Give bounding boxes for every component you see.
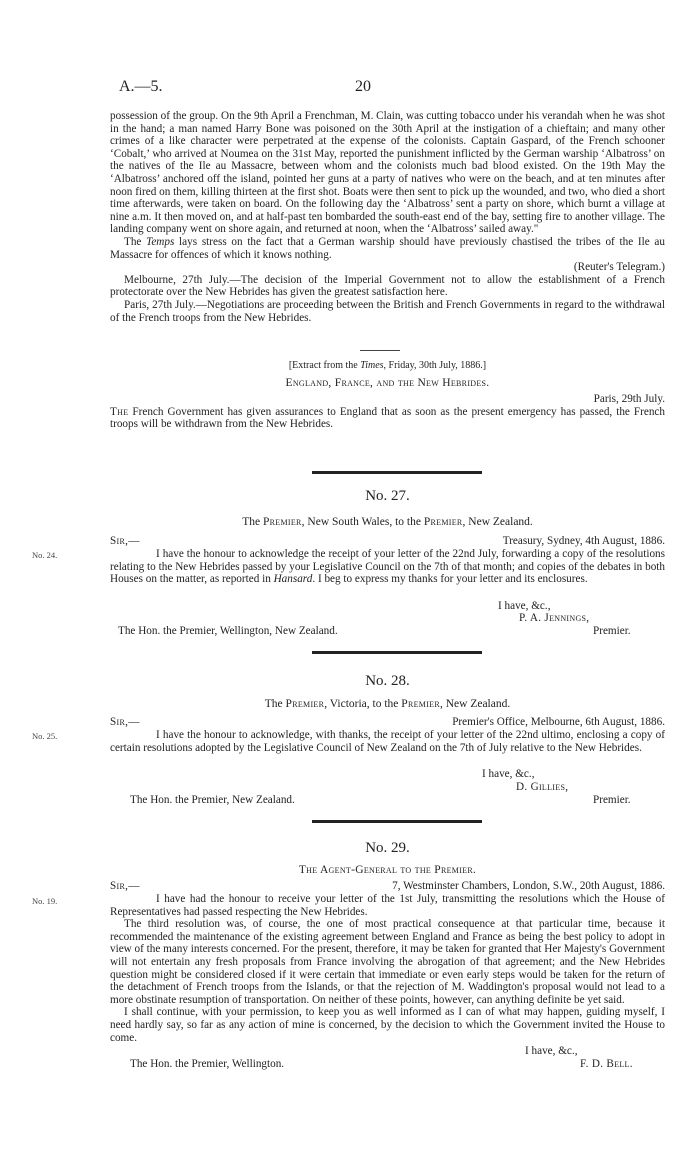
letter-address: 7, Westminster Chambers, London, S.W., 20th August, 1886. <box>392 880 665 892</box>
salutation: Sir,— <box>110 880 140 892</box>
page-number: 20 <box>355 78 371 95</box>
heading-sender: Premier <box>262 516 302 528</box>
extract-lead: The <box>110 405 129 418</box>
heading-part: , New South Wales, to the <box>301 516 424 528</box>
extract-heading: England, France, and the New Hebrides. <box>285 377 490 389</box>
extract-source <box>110 360 665 371</box>
extract-section <box>110 393 665 431</box>
series-label: A.—5. <box>119 78 163 95</box>
letter-body <box>110 548 665 586</box>
extract-place: Paris, 29th July. <box>593 393 665 405</box>
letter-address: Premier's Office, Melbourne, 6th August, 1886. <box>452 716 665 728</box>
divider <box>360 350 400 351</box>
p2-prefix: The <box>124 235 147 248</box>
heading-recipient: Premier <box>401 698 440 710</box>
extract-prefix: [Extract from the <box>288 360 361 371</box>
letter-number: No. 29. <box>365 840 410 856</box>
heading-part: The <box>242 516 263 528</box>
extract-text: French Government has given assurances to England that as soon as the present emergency has passed, the French troops will be withdrawn from the New Hebrides. <box>110 405 665 431</box>
letter-paragraph: The third resolution was, of course, the one of most practical consequence at that particular time, because it recommended the maintenance of the existing agreement between England and France as being the best policy to adopt in view of the many interests concerned. For the present, therefore, it may be taken for granted that Her Majesty's Government will not entertain any fresh proposals from France involving the abrogation of that agreement; and the New Hebrides question might be considered closed if it were certain that immediate or even early steps would be taken for the return of the detachment of French troops from the Islands, or that the rejection of M. Waddington's proposal would not lead to a more obstinate resumption of transportation. On neither of these points, however, can anything definite be yet said. <box>110 918 665 1006</box>
letter-closing: I have, &c., <box>525 1045 578 1057</box>
paragraph-3: Melbourne, 27th July.—The decision of the Imperial Government not to allow the establishment of a French protectorate over the New Hebrides has given the greatest satisfaction here. <box>110 273 665 299</box>
letter-recipient: The Hon. the Premier, Wellington. <box>130 1058 285 1070</box>
paragraph-2 <box>110 236 665 261</box>
letter-heading: The Agent-General to the Premier. <box>298 864 477 876</box>
margin-reference: No. 19. <box>32 896 58 906</box>
heading-part: , New Zealand. <box>462 516 533 528</box>
temps-italic: Temps <box>146 235 175 248</box>
letter-number: No. 27. <box>365 488 410 504</box>
heading-part: The <box>264 698 286 710</box>
heading-part: , New Zealand. <box>439 698 511 710</box>
letter-paragraph: I shall continue, with your permission, to keep you as well informed as I can of what may happen, guiding myself, I need hardly say, so far as any action of mine is concerned, by the decision to which the Government invited the House to come. <box>110 1006 665 1044</box>
salutation: Sir,— <box>110 535 140 547</box>
extract-paragraph <box>110 406 665 431</box>
letter-signature: P. A. Jennings, <box>519 612 590 624</box>
letter-signature: F. D. Bell. <box>580 1058 633 1070</box>
signer-title: Premier. <box>593 625 631 637</box>
hansard-italic: Hansard <box>273 573 313 586</box>
section-rule <box>312 471 482 474</box>
letter-heading <box>110 516 665 528</box>
paragraph-1: possession of the group. On the 9th April a Frenchman, M. Clain, was cutting tobacco under his verandah when he was shot in the hand; a man named Harry Bone was poisoned on the 30th April at the instigation of a chieftain; and many other crimes of a like character were perpetrated at the expense of the colonists. Captain Gaspard, of the French schooner ‘Cobalt,’ who arrived at Noumea on the 31st May, reported the punishment inflicted by the German warship ‘Albatross’ on the natives of the Ile au Massacre, between whom and the colonists much bad blood existed. On the 19th May the ‘Albatross’ anchored off the island, pointed her guns at a party of natives who were on the beach, and at ten minutes after noon fired on them, killing thirteen at the first shot. Boats were then sent to pick up the wounded, and two, who died a short time afterwards, were taken on board. On the following day the ‘Albatross’ sent a party on shore, which burnt a village at nine a.m. It then moved on, and at half-past ten bombarded the south-east end of the bay, setting fire to another village. The landing company went on shore again, and returned at noon, when the ‘Albatross’ sailed away." <box>110 110 665 236</box>
salutation: Sir,— <box>110 716 140 728</box>
letter-closing: I have, &c., <box>482 768 535 780</box>
letter-body <box>110 893 665 1044</box>
section-rule <box>312 820 482 823</box>
heading-recipient: Premier <box>423 516 463 528</box>
letter-address: Treasury, Sydney, 4th August, 1886. <box>502 535 665 547</box>
letter-recipient: The Hon. the Premier, Wellington, New Zealand. <box>118 625 338 637</box>
letter-recipient: The Hon. the Premier, New Zealand. <box>130 794 295 806</box>
reuters-credit: (Reuter's Telegram.) <box>573 261 665 274</box>
body-part: I have the honour to acknowledge the receipt of your letter of the 22nd July, forwarding a copy of the resolutions relating to the New Hebrides passed by your Legislative Council on the 7th of that month; and copies of the debates in both Houses on the matter, as reported in <box>110 548 665 586</box>
letter-heading <box>110 698 665 710</box>
letter-body <box>110 729 665 754</box>
extract-rest: , Friday, 30th July, 1886.] <box>383 360 487 371</box>
times-italic: Times <box>360 360 384 371</box>
letter-paragraph <box>110 548 665 586</box>
continuation-section <box>110 110 665 324</box>
letter-paragraph: I have had the honour to receive your letter of the 1st July, transmitting the resolutions which the House of Representatives had passed respecting the New Hebrides. <box>110 893 665 918</box>
heading-part: , Victoria, to the <box>324 698 402 710</box>
margin-reference: No. 24. <box>32 550 58 560</box>
letter-number: No. 28. <box>365 673 410 689</box>
margin-reference: No. 25. <box>32 731 58 741</box>
signer-title: Premier. <box>593 794 631 806</box>
letter-signature: D. Gillies, <box>516 781 569 793</box>
body-part: . I beg to express my thanks for your letter and its enclosures. <box>312 573 588 586</box>
heading-sender: Premier <box>285 698 325 710</box>
section-rule <box>312 651 482 654</box>
letter-paragraph: I have the honour to acknowledge, with thanks, the receipt of your letter of the 22nd ultimo, enclosing a copy of certain resolutions adopted by the Legislative Council of New Zealand on the 7th of July relative to the New Hebrides. <box>110 729 665 754</box>
letter-closing: I have, &c., <box>498 600 551 612</box>
paragraph-4: Paris, 27th July.—Negotiations are proceeding between the British and French Governments in regard to the withdrawal of the French troops from the New Hebrides. <box>110 298 665 324</box>
p2-rest: lays stress on the fact that a German warship should have previously chastised the tribes of the Ile au Massacre for offences of which it knows nothing. <box>110 235 665 261</box>
